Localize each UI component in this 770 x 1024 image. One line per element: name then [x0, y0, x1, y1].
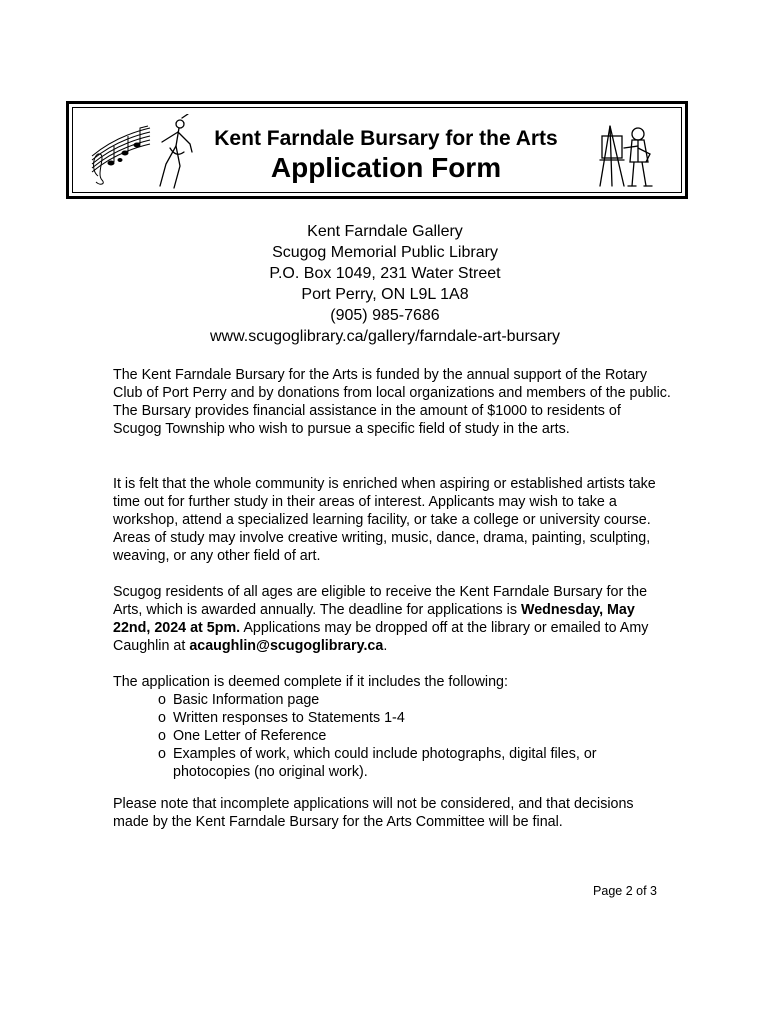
list-item: o Written responses to Statements 1-4 — [158, 710, 405, 726]
deadline-text: Wednesday, May 22nd, 2024 at 5pm. — [113, 602, 635, 636]
community-paragraph: It is felt that the whole community is enriched when aspiring or established artists take time out for further study in their areas of interest. Applicants may wish to take a workshop, attend a specialized learning facility, or take a college or university course. Areas of study may involve creative writing, music, dance, drama, painting, sculpting, weaving, or any other field of art. — [113, 476, 656, 564]
bullet-icon: o — [158, 746, 166, 762]
list-item: o Examples of work, which could include photographs, digital files, or photocopies (no original work). — [158, 746, 597, 780]
intro-paragraph: The Kent Farndale Bursary for the Arts is funded by the annual support of the Rotary Club of Port Perry and by donations from local organizations and members of the public. The Bursary provides financial assistance in the amount of $1000 to residents of Scugog Township who wish to pursue a specific field of study in the arts. — [113, 367, 671, 437]
website-url: www.scugoglibrary.ca/gallery/farndale-art-bursary — [209, 328, 561, 345]
eligibility-paragraph: Scugog residents of all ages are eligible to receive the Kent Farndale Bursary for the Arts, which is awarded annually. The deadline for applications is Wednesday, May 22nd, 2024 at 5pm. Applications may be dropped off at the library or emailed to Amy Caughlin at acaughlin@scugoglibrary.ca. — [113, 584, 649, 654]
library-name: Scugog Memorial Public Library — [272, 244, 498, 261]
contact-email: acaughlin@scugoglibrary.ca — [189, 638, 384, 654]
bullet-icon: o — [158, 728, 166, 744]
po-box: P.O. Box 1049, 231 Water Street — [269, 265, 501, 282]
page-number: Page 2 of 3 — [593, 884, 657, 898]
final-note-paragraph: Please note that incomplete applications will not be considered, and that decisions made by the Kent Farndale Bursary for the Arts Committee will be final. — [113, 796, 634, 830]
requirements-list — [113, 691, 673, 781]
city-postal: Port Perry, ON L9L 1A8 — [301, 286, 469, 303]
list-item: o One Letter of Reference — [158, 728, 327, 744]
document-title: Kent Farndale Bursary for the Arts — [214, 127, 558, 150]
phone-number: (905) 985-7686 — [330, 307, 440, 324]
gallery-name: Kent Farndale Gallery — [307, 223, 463, 240]
requirements-section — [113, 673, 673, 781]
music-notes-icon — [86, 116, 156, 186]
requirements-intro: The application is deemed complete if it includes the following: — [113, 674, 508, 690]
painter-easel-icon — [594, 118, 664, 188]
list-item: o Basic Information page — [158, 692, 320, 708]
document-subtitle: Application Form — [270, 152, 502, 183]
dancer-icon — [152, 114, 198, 190]
address-block — [100, 221, 670, 347]
bullet-icon: o — [158, 692, 166, 708]
bullet-icon: o — [158, 710, 166, 726]
